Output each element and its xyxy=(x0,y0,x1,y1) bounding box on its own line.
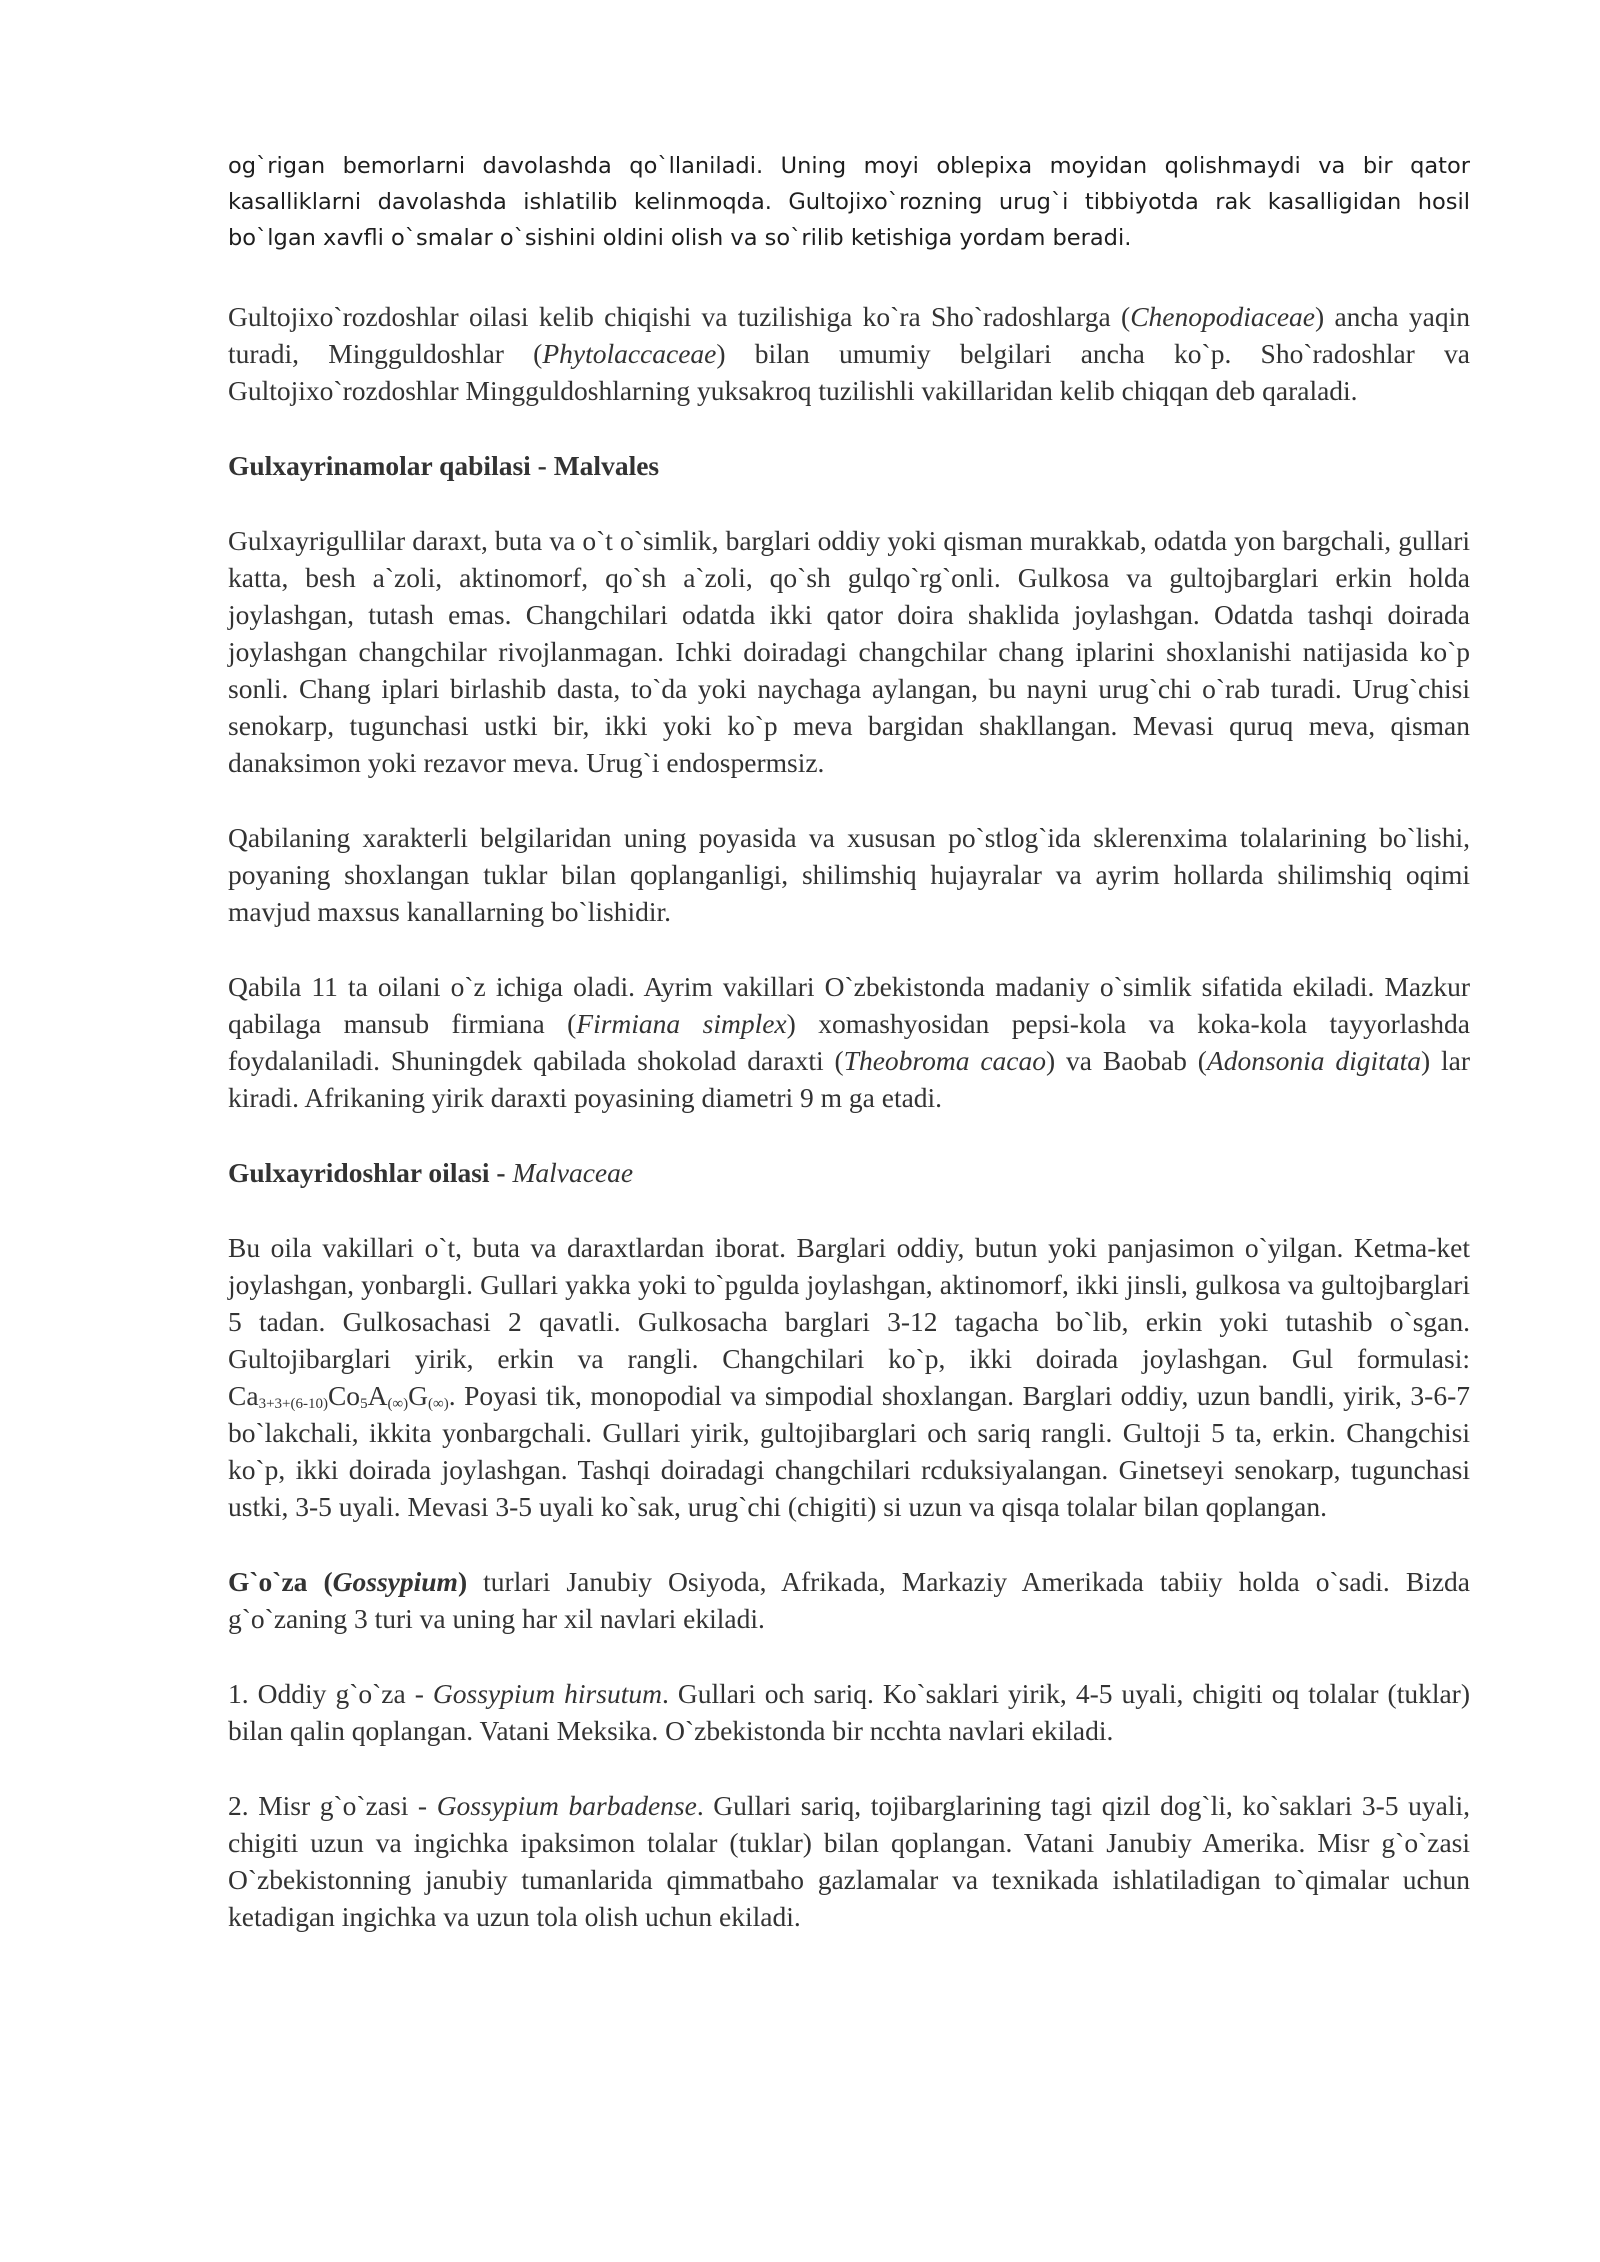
text-run: . Gullari sariq, tojibarglarining tagi qizil dog`li, ko`saklari 3-5 uyali, chigiti uzun va ingichka ipaksimon tolalar (tuklar) bilan qoplangan. Vatani Janubiy Amerika. Misr g`o`zasi O`zbekistonning janubiy tumanlarida qimmatbaho gazlamalar va texnikada ishlatiladigan to`qimalar uchun ketadigan ingichka va uzun tola olish uchun ekiladi. xyxy=(228,1790,1470,1932)
latin-name: Theobroma cacao xyxy=(843,1045,1046,1076)
text-run: . Gullari och sariq. Ko`saklari yirik, 4-5 uyali, chigiti oq tolalar (tuklar) bilan qalin qoplangan. Vatani Meksika. O`zbekistonda bir ncchta navlari ekiladi. xyxy=(228,1678,1470,1746)
text-run: 1. Oddiy g`o`za - xyxy=(228,1678,433,1709)
paragraph-description xyxy=(228,522,1470,781)
formula-subscript: 3+3+(6-10) xyxy=(258,1396,328,1412)
latin-name: Adonsonia digitata xyxy=(1206,1045,1421,1076)
heading-text: Gulxayridoshlar oilasi - xyxy=(228,1157,513,1188)
text-run: . Poyasi tik, monopodial va simpodial shoxlangan. Barglari oddiy, uzun bandli, yirik, 3-6-7 bo`lakchali, ikkita yonbargchali. Gullari yirik, gultojibarglari och sariq rangli. Gultoji 5 ta, erkin. Changchisi ko`p, ikki doirada joylashgan. Tashqi doiradagi changchilari rcduksiyalangan. Ginetseyi senokarp, tugunchasi ustki, 3-5 uyali. Mevasi 3-5 uyali ko`sak, urug`chi (chigiti) si uzun va qisqa tolalar bilan qoplangan. xyxy=(228,1380,1470,1522)
text-run: turlari Janubiy Osiyoda, Afrikada, Markaziy Amerikada tabiiy holda o`sadi. Bizda g`o`zaning 3 turi va uning har xil navlari ekiladi. xyxy=(228,1566,1470,1634)
formula-subscript: (∞) xyxy=(387,1396,409,1412)
text-run: ) xomashyosidan pepsi-kola va koka-kola tayyorlashda foydalaniladi. Shuningdek qabilada shokolad daraxti ( xyxy=(228,1008,1470,1076)
latin-name: Gossypium hirsutum xyxy=(432,1678,662,1709)
paragraph-species-2 xyxy=(228,1787,1470,1935)
text-run: ) va Baobab ( xyxy=(1046,1045,1207,1076)
latin-name: Gossypium xyxy=(332,1566,458,1597)
latin-name: Chenopodiaceae xyxy=(1130,301,1315,332)
paragraph-text: og`rigan bemorlarni davolashda qo`llaniladi. Uning moyi oblepixa moyidan qolishmaydi va bir qator kasalliklarni davolashda ishlatilib kelinmoqda. Gultojixo`rozning urug`i tibbiyotda rak kasalligidan hosil bo`lgan xavfli o`smalar o`sishini oldini olish va so`rilib ketishiga yordam beradi. xyxy=(228,153,1470,251)
formula-part: Co xyxy=(327,1380,361,1411)
bold-run: G`o`za ( xyxy=(228,1566,333,1597)
text-run: Qabila 11 ta oilani o`z ichiga oladi. Ayrim vakillari O`zbekistonda madaniy o`simlik sifatida ekiladi. Mazkur qabilaga mansub firmiana ( xyxy=(228,971,1470,1039)
text-run: ) lar kiradi. Afrikaning yirik daraxti poyasining diametri 9 m ga etadi. xyxy=(228,1045,1471,1113)
paragraph-gossypium xyxy=(228,1563,1470,1637)
section-heading-malvales: Gulxayrinamolar qabilasi - Malvales xyxy=(228,450,660,481)
paragraph-text: Qabilaning xarakterli belgilaridan uning poyasida va xususan po`stlog`ida sklerenxima tolalarining bo`lishi, poyaning shoxlangan tuklar bilan qoplanganligi, shilimshiq hujayralar va ayrim hollarda shilimshiq oqimi mavjud maxsus kanallarning bo`lishidir. xyxy=(228,822,1470,927)
formula-part: Ca xyxy=(228,1380,259,1411)
latin-name: Gossypium barbadense xyxy=(436,1790,697,1821)
paragraph-continuation xyxy=(228,148,1470,256)
document-page xyxy=(228,148,1470,1973)
paragraph-malvaceae xyxy=(228,1229,1470,1525)
latin-name: Phytolaccaceae xyxy=(542,338,717,369)
text-run: ) ancha yaqin turadi, Mingguldoshlar ( xyxy=(228,301,1470,369)
formula-subscript: 5 xyxy=(360,1396,368,1412)
formula-part: G xyxy=(408,1380,428,1411)
text-run: ) bilan umumiy belgilari ancha ko`p. Sho`radoshlar va Gultojixo`rozdoshlar Mingguldoshlarning yuksakroq tuzilishli vakillaridan kelib chiqqan deb qaraladi. xyxy=(228,338,1470,406)
paragraph-species-1 xyxy=(228,1675,1470,1749)
paragraph-text: Gulxayrigullilar daraxt, buta va o`t o`simlik, barglari oddiy yoki qisman murakkab, odatda yon bargchali, gullari katta, besh a`zoli, aktinomorf, qo`sh a`zoli, qo`sh gulqo`rg`onli. Gulkosa va gultojbarglari erkin holda joylashgan, tutash emas. Changchilari odatda ikki qator doira shaklida joylashgan. Odatda tashqi doirada joylashgan changchilar rivojlanmagan. Ichki doiradagi changchilar chang iplarini shoxlanishi natijasida ko`p sonli. Chang iplari birlashib dasta, to`da yoki naychaga aylangan, bu nayni urug`chi o`rab turadi. Urug`chisi senokarp, tugunchasi ustki bir, ikki yoki ko`p meva bargidan shakllangan. Mevasi quruq meva, qisman danaksimon yoki rezavor meva. Urug`i endospermsiz. xyxy=(228,525,1470,778)
paragraph-families xyxy=(228,968,1470,1116)
text-run: Bu oila vakillari o`t, buta va daraxtlardan iborat. Barglari oddiy, butun yoki panjasimon o`yilgan. Ketma-ket joylashgan, yonbargli. Gullari yakka yoki to`pgulda joylashgan, aktinomorf, ikki jinsli, gulkosa va gultojbarglari 5 tadan. Gulkosachasi 2 qavatli. Gulkosacha barglari 3-12 tagacha bo`lib, erkin yoki tutashib o`sgan. Gultojibarglari yirik, erkin va rangli. Changchilari ko`p, ikki doirada joylashgan. Gul formulasi: xyxy=(228,1232,1470,1374)
formula-subscript: (∞) xyxy=(428,1396,449,1412)
text-run: Gultojixo`rozdoshlar oilasi kelib chiqishi va tuzilishiga ko`ra Sho`radoshlarga ( xyxy=(228,301,1131,332)
paragraph-origin xyxy=(228,298,1470,409)
formula-part: A xyxy=(367,1380,388,1411)
latin-name: Malvaceae xyxy=(512,1157,634,1188)
latin-name: Firmiana simplex xyxy=(576,1008,787,1039)
section-heading-malvaceae xyxy=(228,1154,1470,1191)
paragraph-characteristics xyxy=(228,819,1470,930)
bold-run: ) xyxy=(457,1566,468,1597)
flower-formula xyxy=(228,1380,449,1411)
text-run: 2. Misr g`o`zasi - xyxy=(228,1790,437,1821)
